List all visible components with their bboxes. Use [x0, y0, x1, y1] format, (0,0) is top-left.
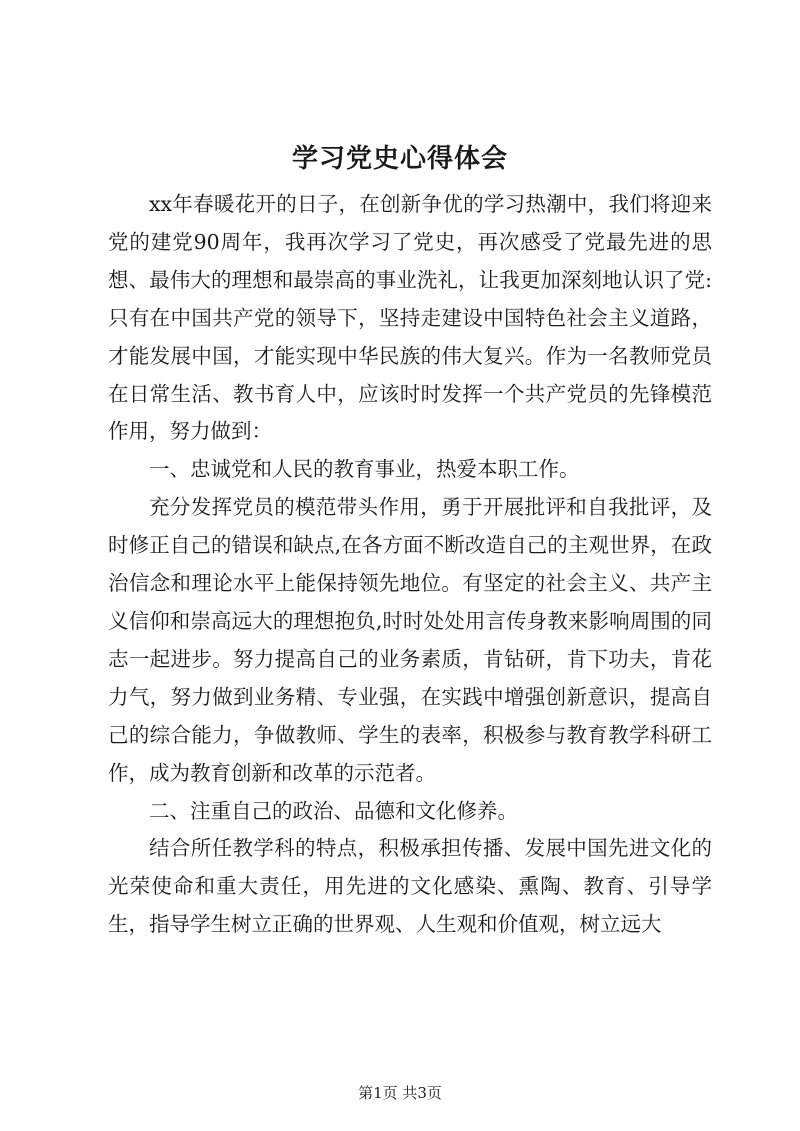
page-number-footer: 第1页 共3页: [358, 1084, 442, 1102]
document-title: 学习党史心得体会: [291, 144, 508, 174]
paragraph-heading-2: 二、注重自己的政治、品德和文化修养。: [149, 798, 518, 823]
paragraph-section-1: 充分发挥党员的模范带头作用，勇于开展批评和自我批评，及时修正自己的错误和缺点,在各方面不断改造自己的主观世界，在政治信念和理论水平上能保持领先地位。有坚定的社会主义、共产主义信仰和崇高远大的理想抱负,时时处处用言传身教来影响周围的同志一起进步。努力提高自己的业务素质，肯钻研，肯下功夫，肯花力气，努力做到业务精、专业强，在实践中增强创新意识，提高自己的综合能力，争做教师、学生的表率，积极参与教育教学科研工作，成为教育创新和改革的示范者。: [108, 495, 712, 785]
paragraph-section-2: 结合所任教学科的特点，积极承担传播、发展中国先进文化的光荣使命和重大责任，用先进的文化感染、熏陶、教育、引导学生，指导学生树立正确的世界观、人生观和价值观，树立远大: [108, 836, 712, 937]
paragraph-heading-1: 一、忠诚党和人民的教育事业，热爱本职工作。: [149, 457, 580, 482]
paragraph-intro: xx年春暖花开的日子，在创新争优的学习热潮中，我们将迎来党的建党90周年，我再次学习了党史，再次感受了党最先进的思想、最伟大的理想和最崇高的事业洗礼，让我更加深刻地认识了党:只有在中国共产党的领导下，坚持走建设中国特色社会主义道路，才能发展中国，才能实现中华民族的伟大复兴。作为一名教师党员在日常生活、教书育人中，应该时时发挥一个共产党员的先锋模范作用，努力做到：: [108, 192, 712, 444]
document-body: [108, 186, 712, 944]
